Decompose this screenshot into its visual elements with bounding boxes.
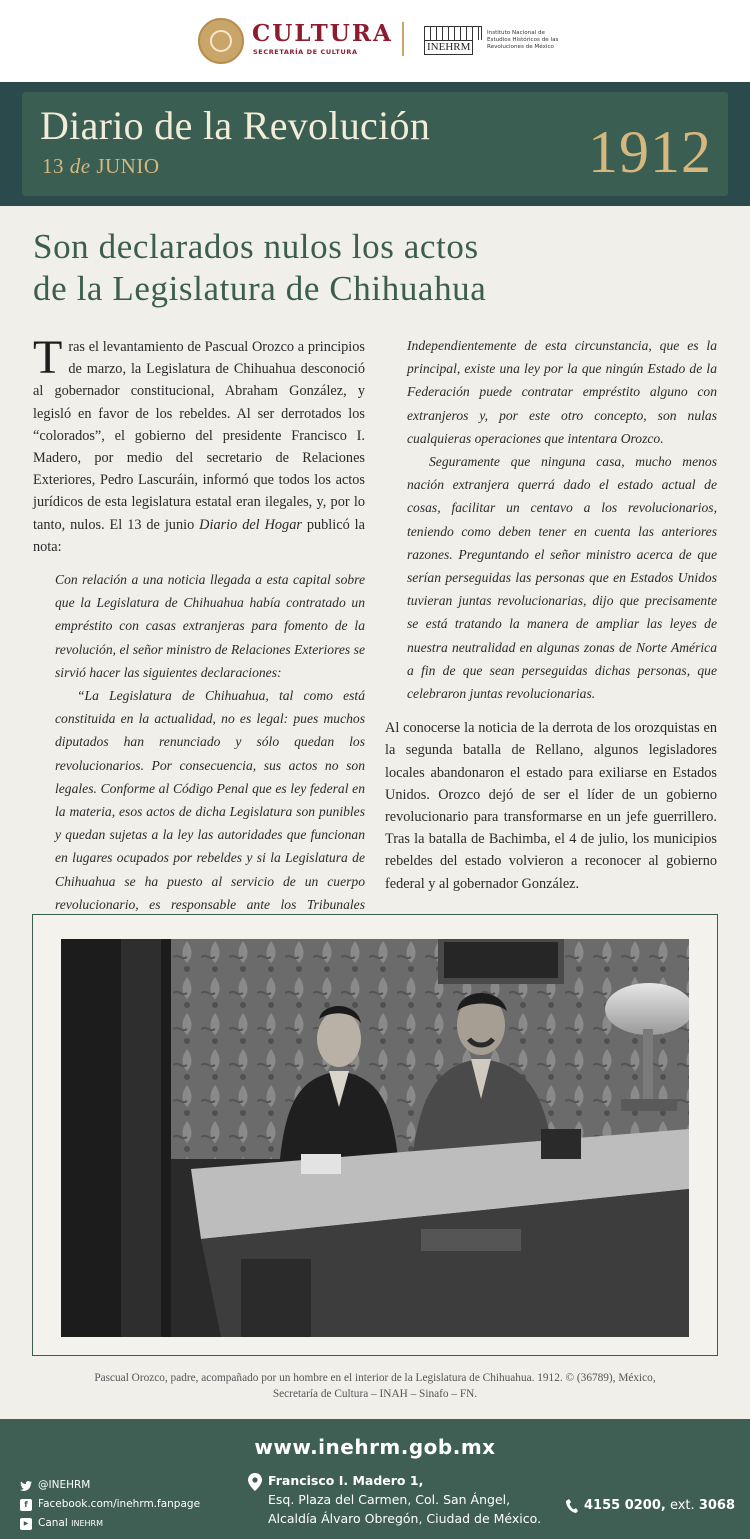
banner-day: 13: [42, 154, 64, 178]
address-line-2: Esq. Plaza del Carmen, Col. San Ángel,: [268, 1492, 511, 1507]
headline-line-2: de la Legislatura de Chihuahua: [33, 269, 487, 308]
inehrm-building-icon: [424, 26, 482, 40]
cultura-logo-text[interactable]: CULTURA: [252, 20, 393, 47]
intro-text: ras el levantamiento de Pascual Orozco a principios de marzo, la Legislatura de Chihuahua desconoció al gobernador constitucional, Abraham González, y legisló en favor de los rebeldes. Al ser derrotados los “colorados”, el gobierno del presidente Francisco I. Madero, por medio del secretario de Relaciones Exteriores, Pedro Lascuráin, informó que todos los actos jurídicos de esta legislatura estatal eran ilegales, y, por lo tanto, nulos. El 13 de junio: [33, 339, 365, 533]
banner-title: Diario de la Revolución: [40, 103, 431, 148]
top-logo-bar: [0, 0, 750, 82]
social-links: [20, 1476, 200, 1533]
article-column-left: [33, 331, 365, 939]
facebook-link[interactable]: [20, 1495, 200, 1514]
drop-cap: T: [33, 331, 63, 384]
twitter-handle: @INEHRM: [38, 1479, 91, 1491]
photo-frame: [32, 914, 718, 1356]
quote-paragraph-3: Independientemente de esta circunstancia, que es la principal, existe una ley por la que ningún Estado de la Federación puede contratar empréstito alguno con extranjeros y, por este otro concepto, son nulas cualquieras operaciones que intentara Orozco.: [407, 338, 717, 446]
phone-ext: 3068: [698, 1498, 735, 1513]
inehrm-description: Instituto Nacional de Estudios Históricos de las Revoluciones de México: [487, 30, 559, 50]
title-banner: [0, 82, 750, 206]
logo-divider: [402, 22, 404, 56]
banner-year: 1912: [588, 119, 712, 185]
quote-paragraph-2: “La Legislatura de Chihuahua, tal como está constituida en la actualidad, no es legal: pues muchos diputados han renunciado y sólo quedan los revolucionarios. Por consecuencia, sus actos no son legales. Conforme al Código Penal que es ley federal en la materia, esos actos de dicha Legislatura son punibles y quedan sujetas a la ley las autoridades que funcionan en lugares ocupados por rebeldes y si la Legislatura de Chihuahua se ha puesto al servicio de un cuerpo revolucionario, es responsable ante los Tribunales: [55, 688, 365, 912]
youtube-name: INEHRM: [71, 1519, 103, 1528]
headline-line-1: Son declarados nulos los actos: [33, 227, 479, 266]
quote-paragraph-1: Con relación a una noticia llegada a esta capital sobre que la Legislatura de Chihuahua había contratado un empréstito con casas extranjeras para fomento de la revolución, el señor ministro de Relaciones Exteriores se sirvió hacer las siguientes declaraciones:: [55, 572, 365, 680]
location-pin-icon: [248, 1473, 262, 1491]
cultura-logo-subtitle: SECRETARÍA DE CULTURA: [253, 48, 358, 56]
quote-paragraph-4: Seguramente que ninguna casa, mucho menos nación extranjera querrá dado el estado actual de cosas, facilitar un centavo a los revolucionarios, teniendo como deben tener en cuenta las anteriores razones. Preguntando el señor ministro acerca de que serían perseguidas las personas que en Estados Unidos tuvieran juntas revolucionarias, dijo que precisamente se está tratando la manera de ampliar las leyes de nuestra neutralidad en algunas zonas de Norte América a fin de que sean perseguidas dichas personas, que celebraron juntas revolucionarias.: [407, 454, 717, 702]
banner-month: JUNIO: [96, 154, 160, 178]
youtube-prefix: Canal: [38, 1517, 68, 1529]
mexico-seal-icon: [198, 18, 244, 64]
twitter-link[interactable]: [20, 1476, 200, 1495]
phone-number: 4155 0200,: [584, 1498, 666, 1513]
photo-caption: [60, 1370, 690, 1402]
address-line-1: Francisco I. Madero 1,: [268, 1473, 424, 1488]
historical-photo-illustration: [61, 939, 689, 1337]
newspaper-name: Diario del Hogar: [199, 516, 302, 533]
historical-photo[interactable]: [61, 939, 689, 1337]
youtube-channel: [38, 1514, 103, 1533]
photo-caption-line-2: Secretaría de Cultura – INAH – Sinafo – FN.: [272, 1388, 478, 1400]
article-paragraph-intro: [33, 331, 365, 558]
address: [268, 1471, 541, 1528]
photo-caption-line-1: Pascual Orozco, padre, acompañado por un hombre en el interior de la Legislatura de Chihuahua. 1912. © (36789), México,: [94, 1372, 656, 1384]
banner-date: [42, 154, 160, 179]
twitter-icon: [20, 1481, 32, 1491]
facebook-url: Facebook.com/inehrm.fanpage: [38, 1498, 201, 1510]
article-column-right: [385, 336, 717, 895]
facebook-icon: f: [20, 1499, 32, 1511]
banner-de: de: [69, 154, 91, 178]
youtube-icon: ▶: [20, 1518, 32, 1530]
youtube-link[interactable]: [20, 1514, 200, 1533]
phone-icon: [566, 1499, 578, 1513]
intro-end: publicó la nota:: [33, 516, 365, 555]
website-link[interactable]: www.inehrm.gob.mx: [254, 1435, 496, 1459]
address-line-3: Alcaldía Álvaro Obregón, Ciudad de México.: [268, 1511, 542, 1526]
article-headline: [33, 226, 633, 310]
footer: [0, 1419, 750, 1539]
title-banner-panel: [22, 92, 728, 196]
inehrm-logo-text[interactable]: INEHRM: [424, 40, 473, 55]
article-paragraph-final: Al conocerse la noticia de la derrota de los orozquistas en la segunda batalla de Rellano, algunos legisladores locales abandonaron el estado para exiliarse en Estados Unidos. Orozco dejó de ser el líder de un gobierno revolucionario para transformarse en un jefe guerrillero. Tras la batalla de Bachimba, el 4 de julio, los municipios rebeldes del estado volvieron a reconocer al gobierno federal y al gobernador González.: [385, 720, 717, 892]
phone-contact[interactable]: [566, 1498, 735, 1513]
ext-label: ext.: [669, 1498, 695, 1513]
